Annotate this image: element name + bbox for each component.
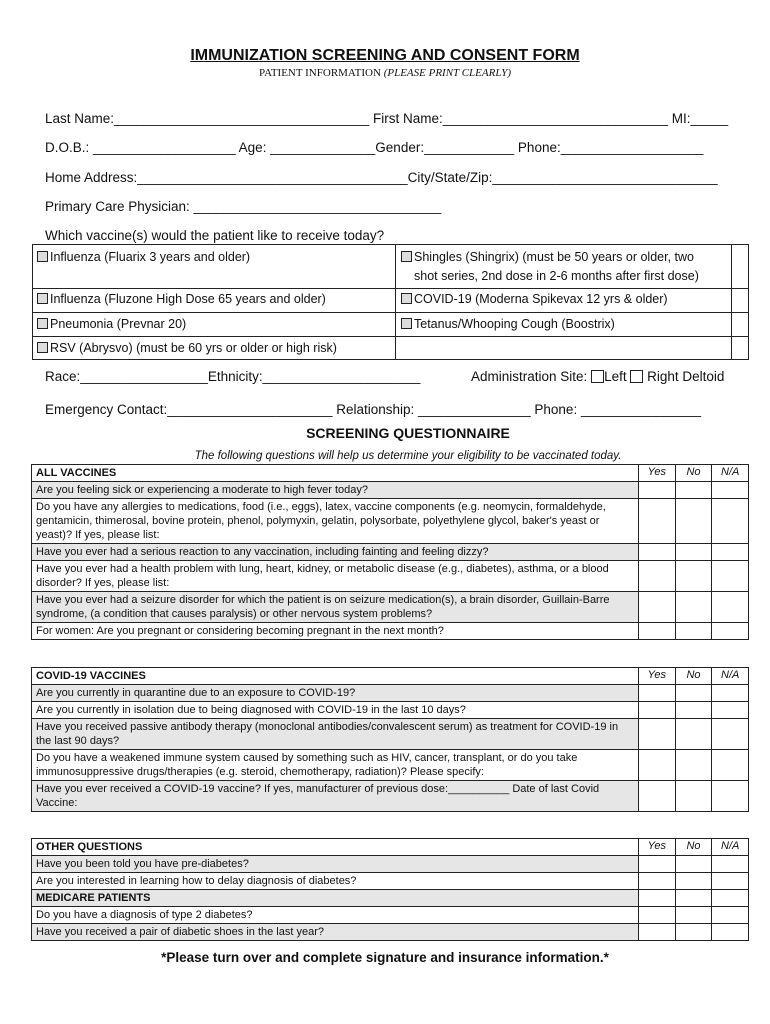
name-line[interactable]: Last Name:__________________________________ First Name:______________________________ MI:_____ [45,111,729,126]
checkbox[interactable] [37,318,48,329]
form-subtitle [0,67,770,79]
question-row: Do you have a diagnosis of type 2 diabetes? [32,906,748,923]
medicare-header: MEDICARE PATIENTS [32,889,748,906]
section-header: ALL VACCINES Yes No N/A [32,465,748,481]
right-deltoid-checkbox[interactable] [630,370,643,383]
address-line[interactable]: Home Address:____________________________________City/State/Zip:______________________________ [45,170,718,185]
vaccine-option-covid[interactable]: COVID-19 (Moderna Spikevax 12 yrs & older) [401,290,668,308]
question-row: Have you received passive antibody therapy (monoclonal antibodies/convalescent serum) as treatment for COVID-19 in the last 90 days? [32,718,748,749]
question-row: Do you have a weakened immune system caused by something such as HIV, cancer, transplant, or do you take immunosuppressive drugs/therapies (e.g. steroid, chemotherapy, radiation)? Please specify: [32,749,748,780]
question-row: For women: Are you pregnant or considering becoming pregnant in the next month? [32,622,748,639]
question-row: Are you feeling sick or experiencing a moderate to high fever today? [32,481,748,498]
left-deltoid-checkbox[interactable] [591,370,604,383]
question-row: Have you ever had a seizure disorder for which the patient is on seizure medication(s), a brain disorder, Guillain-Barre syndrome, (a condition that causes paralysis) or other nervous system problems? [32,591,748,622]
all-vaccines-section [31,464,749,640]
checkbox[interactable] [401,293,412,304]
vaccine-option-rsv[interactable]: RSV (Abrysvo) (must be 60 yrs or older or high risk) [37,339,337,357]
vaccine-choice-table [32,244,749,360]
screening-heading: SCREENING QUESTIONNAIRE [306,425,510,441]
checkbox[interactable] [401,251,412,262]
vaccine-option-fluzone[interactable]: Influenza (Fluzone High Dose 65 years and older) [37,290,326,308]
checkbox[interactable] [401,318,412,329]
vaccine-option-shingrix[interactable]: Shingles (Shingrix) (must be 50 years or older, two [401,248,694,266]
covid-section [31,667,749,812]
question-row: Are you currently in quarantine due to an exposure to COVID-19? [32,684,748,701]
administration-site: Administration Site: Left Right Deltoid [471,369,725,384]
question-row: Have you ever had a health problem with lung, heart, kidney, or metabolic disease (e.g., diabetes), asthma, or a blood disorder? If yes, please list: [32,560,748,591]
physician-line[interactable]: Primary Care Physician: _________________________________ [45,199,442,214]
vaccine-option-fluarix[interactable]: Influenza (Fluarix 3 years and older) [37,248,250,266]
question-row: Have you ever had a serious reaction to any vaccination, including fainting and feeling dizzy? [32,543,748,560]
section-header: OTHER QUESTIONS Yes No N/A [32,839,748,855]
subtitle-main: PATIENT INFORMATION [259,67,381,79]
question-row: Do you have any allergies to medications, food (i.e., eggs), latex, vaccine components (e.g. neomycin, formaldehyde, gentamicin, thimerosal, bovine protein, phenol, polymyxin, gelatin, polysorbate, polyethylene glycol, baker's yeast or yeast)? If yes, please list: [32,498,748,543]
screening-intro: The following questions will help us determine your eligibility to be vaccinated today. [194,450,622,462]
checkbox[interactable] [37,251,48,262]
race-ethnicity-line[interactable]: Race:_________________Ethnicity:_____________________ [45,369,421,384]
vaccine-question: Which vaccine(s) would the patient like to receive today? [45,228,385,243]
checkbox[interactable] [37,342,48,353]
question-row: Are you interested in learning how to delay diagnosis of diabetes? [32,872,748,889]
checkbox[interactable] [37,293,48,304]
question-row: Are you currently in isolation due to being diagnosed with COVID-19 in the last 10 days? [32,701,748,718]
question-row: Have you ever received a COVID-19 vaccine? If yes, manufacturer of previous dose:__________ Date of last Covid Vaccine: [32,780,748,811]
emergency-contact-line[interactable]: Emergency Contact:______________________ Relationship: _______________ Phone: ________________ [45,402,702,417]
question-row: Have you been told you have pre-diabetes? [32,855,748,872]
other-questions-section [31,838,749,941]
section-header: COVID-19 VACCINES Yes No N/A [32,668,748,684]
vaccine-option-prevnar[interactable]: Pneumonia (Prevnar 20) [37,315,186,333]
subtitle-note: (PLEASE PRINT CLEARLY) [383,67,511,79]
form-title: IMMUNIZATION SCREENING AND CONSENT FORM [190,47,580,64]
footer-note: *Please turn over and complete signature and insurance information.* [161,950,609,965]
vaccine-option-boostrix[interactable]: Tetanus/Whooping Cough (Boostrix) [401,315,615,333]
question-row: Have you received a pair of diabetic shoes in the last year? [32,923,748,940]
shingrix-note: shot series, 2nd dose in 2-6 months after first dose) [414,269,699,283]
dob-line[interactable]: D.O.B.: ___________________ Age: ______________Gender:____________ Phone:___________________ [45,140,704,155]
